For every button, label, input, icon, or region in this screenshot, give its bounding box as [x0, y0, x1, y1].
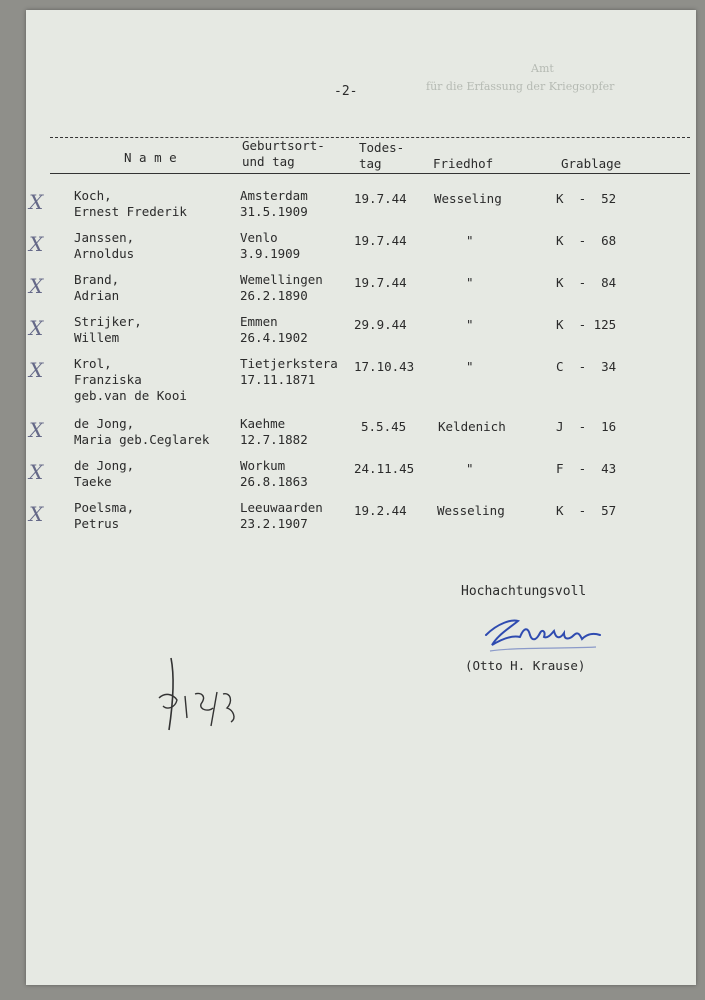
cell-death: 19.7.44	[354, 191, 407, 206]
bleed-through-office-name: für die Erfassung der Kriegsopfer	[426, 80, 615, 93]
cell-name: Janssen, Arnoldus	[74, 230, 135, 261]
cell-grave: K - 125	[556, 317, 617, 332]
cell-birth: Workum 26.8.1863	[240, 458, 308, 489]
table-row	[26, 416, 696, 458]
document-page	[26, 10, 696, 985]
table-row	[26, 500, 696, 542]
cell-death: 19.7.44	[354, 275, 407, 290]
cell-grave: K - 84	[556, 275, 617, 290]
cell-cemetery: Wesseling	[437, 503, 505, 518]
check-mark: X	[29, 502, 44, 526]
check-mark: X	[29, 274, 44, 298]
cell-grave: K - 52	[556, 191, 617, 206]
check-mark: X	[29, 418, 44, 442]
cell-birth: Amsterdam 31.5.1909	[240, 188, 308, 219]
bleed-through-office: Amt	[531, 62, 554, 75]
cell-cemetery: "	[466, 233, 474, 248]
cell-birth: Venlo 3.9.1909	[240, 230, 301, 261]
cell-cemetery: "	[466, 461, 474, 476]
header-death: Todes- tag	[359, 140, 405, 171]
handwritten-initials	[151, 648, 261, 738]
cell-grave: K - 68	[556, 233, 617, 248]
page-number: -2-	[334, 84, 358, 99]
cell-name: Krol, Franziska geb.van de Kooi	[74, 356, 187, 403]
check-mark: X	[29, 358, 44, 382]
table-header-rule	[50, 173, 690, 174]
cell-name: Poelsma, Petrus	[74, 500, 135, 531]
cell-death: 17.10.43	[354, 359, 415, 374]
cell-birth: Wemellingen 26.2.1890	[240, 272, 323, 303]
cell-cemetery: Wesseling	[434, 191, 502, 206]
table-row	[26, 356, 696, 416]
check-mark: X	[29, 232, 44, 256]
cell-cemetery: "	[466, 317, 474, 332]
check-mark: X	[29, 190, 44, 214]
table-top-rule	[50, 137, 690, 138]
table-row	[26, 272, 696, 314]
signatory-name: (Otto H. Krause)	[465, 658, 586, 673]
check-mark: X	[29, 316, 44, 340]
closing-salutation: Hochachtungsvoll	[461, 584, 587, 599]
cell-cemetery: "	[466, 359, 474, 374]
cell-death: 19.2.44	[354, 503, 407, 518]
check-mark: X	[29, 460, 44, 484]
cell-birth: Kaehme 12.7.1882	[240, 416, 308, 447]
cell-birth: Tietjerkstera 17.11.1871	[240, 356, 338, 387]
cell-birth: Leeuwaarden 23.2.1907	[240, 500, 323, 531]
cell-name: de Jong, Taeke	[74, 458, 135, 489]
header-birth: Geburtsort- und tag	[242, 138, 325, 169]
header-grave: Grablage	[561, 156, 622, 171]
cell-cemetery: "	[466, 275, 474, 290]
cell-death: 5.5.45	[361, 419, 407, 434]
cell-grave: K - 57	[556, 503, 617, 518]
cell-name: Brand, Adrian	[74, 272, 120, 303]
header-name: N a m e	[124, 150, 177, 165]
cell-name: Koch, Ernest Frederik	[74, 188, 187, 219]
cell-birth: Emmen 26.4.1902	[240, 314, 308, 345]
cell-name: de Jong, Maria geb.Ceglarek	[74, 416, 210, 447]
header-cemetery: Friedhof	[433, 156, 494, 171]
cell-cemetery: Keldenich	[438, 419, 506, 434]
cell-grave: C - 34	[556, 359, 617, 374]
cell-death: 19.7.44	[354, 233, 407, 248]
cell-grave: J - 16	[556, 419, 617, 434]
table-row	[26, 230, 696, 272]
table-row	[26, 314, 696, 356]
cell-grave: F - 43	[556, 461, 617, 476]
cell-death: 24.11.45	[354, 461, 415, 476]
cell-death: 29.9.44	[354, 317, 407, 332]
table-row	[26, 188, 696, 230]
table-row	[26, 458, 696, 500]
cell-name: Strijker, Willem	[74, 314, 142, 345]
